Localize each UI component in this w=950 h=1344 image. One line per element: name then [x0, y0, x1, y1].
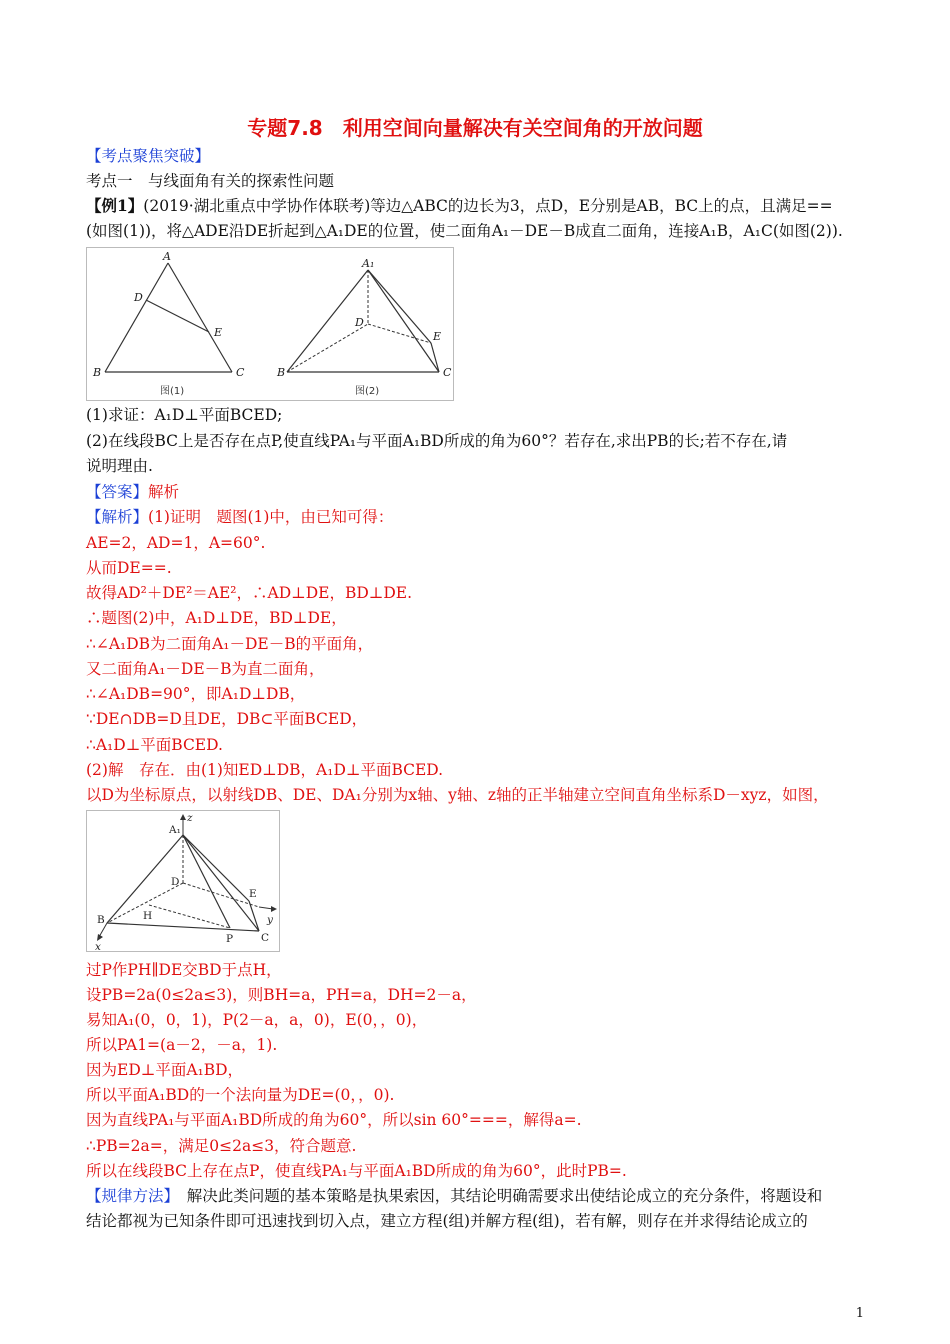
analysis-line: 以D为坐标原点，以射线DB、DE、DA₁分别为x轴、y轴、z轴的正半轴建立空间直角坐标系D－xyz，如图，	[86, 786, 829, 804]
fig1-caption: 图(1)	[160, 386, 185, 397]
question-2-line-2: 说明理由.	[86, 457, 153, 475]
analysis-head-line	[86, 507, 393, 527]
figure-2-svg	[87, 811, 279, 951]
fig3-label-a1: A₁	[169, 824, 181, 836]
edge-bc	[107, 923, 259, 931]
method-tag: 【规律方法】	[86, 1187, 172, 1205]
analysis-line: ∴∠A₁DB=90°，即A₁D⊥DB，	[86, 685, 306, 703]
page-title: 专题7.8 利用空间向量解决有关空间角的开放问题	[247, 116, 703, 140]
method-line-2: 结论都视为已知条件即可迅速找到切入点，建立方程(组)并解方程(组)，若有解，则存在并求得结论成立的	[86, 1212, 808, 1230]
edge-a1e	[368, 270, 431, 343]
fig2-label-d: D	[355, 316, 364, 329]
answer-text: 解析	[148, 483, 180, 501]
fig3-label-e: E	[249, 888, 257, 900]
analysis-line: ∴A₁D⊥平面BCED.	[86, 736, 223, 754]
method-text-1: 解决此类问题的基本策略是执果索因，其结论明确需要求出使结论成立的充分条件，将题设和	[171, 1187, 823, 1205]
edge-ec	[431, 343, 439, 372]
question-1: (1)求证：A₁D⊥平面BCED;	[86, 406, 283, 424]
fig1-label-d: D	[134, 291, 143, 304]
page-number: 1	[855, 1306, 864, 1321]
example-text-1: (2019·湖北重点中学协作体联考)等边△ABC的边长为3，点D，E分别是AB，BC上的点，且满足==	[143, 197, 833, 215]
figure-coordinate-pyramid	[86, 810, 280, 952]
edge-de-hidden	[368, 324, 431, 343]
fig1-label-b: B	[93, 366, 102, 379]
analysis-tag: 【解析】	[86, 508, 149, 526]
analysis-line: ∵DE∩DB=D且DE，DB⊂平面BCED，	[86, 710, 368, 728]
fig3-label-p: P	[226, 933, 234, 945]
analysis-line: ∴题图(2)中，A₁D⊥DE，BD⊥DE，	[86, 609, 347, 627]
analysis-line: 又二面角A₁－DE－B为直二面角，	[86, 660, 325, 678]
example-line-2: (如图(1))，将△ADE沿DE折起到△A₁DE的位置，使二面角A₁－DE－B成直二面角，连接A₁B，A₁C(如图(2)).	[86, 222, 843, 240]
answer-tag: 【答案】	[86, 483, 149, 501]
fig2-caption: 图(2)	[355, 386, 380, 397]
figure-1-svg	[87, 248, 453, 400]
fig3-label-z: z	[187, 812, 193, 824]
analysis-line: 从而DE==.	[86, 559, 172, 577]
fig2-label-e: E	[433, 330, 442, 343]
answer-line	[86, 482, 179, 502]
section-tag: 【考点聚焦突破】	[86, 147, 211, 165]
edge-ec	[249, 901, 259, 931]
solution-line: 过P作PH∥DE交BD于点H，	[86, 961, 282, 979]
question-2-line-1: (2)在线段BC上是否存在点P,使直线PA₁与平面A₁BD所成的角为60°？若存在,求出PB的长;若不存在,请	[86, 432, 788, 450]
fig1-label-e: E	[214, 326, 223, 339]
method-line-1	[86, 1186, 822, 1206]
analysis-line: (2)解 存在．由(1)知ED⊥DB，A₁D⊥平面BCED.	[86, 761, 444, 779]
edge-a1c	[368, 270, 442, 372]
edge-a1e	[183, 835, 249, 901]
fig3-label-x: x	[95, 941, 101, 951]
solution-line: 设PB=2a(0≤2a≤3)，则BH=a，PH=a，DH=2－a，	[86, 986, 477, 1004]
analysis-line: ∴∠A₁DB为二面角A₁－DE－B的平面角，	[86, 635, 374, 653]
solution-line: 易知A₁(0，0，1)，P(2－a，a，0)，E(0，，0)，	[86, 1011, 428, 1029]
solution-line: 所以平面A₁BD的一个法向量为DE=(0，，0).	[86, 1086, 395, 1104]
edge-hp-hidden	[149, 905, 230, 928]
edge-ab	[105, 263, 168, 372]
edge-ac	[168, 263, 232, 372]
solution-line: 所以在线段BC上存在点P，使直线PA₁与平面A₁BD所成的角为60°，此时PB=.	[86, 1162, 627, 1180]
figure-folding-triangle	[86, 247, 454, 401]
fig3-label-d: D	[171, 876, 180, 888]
edge-a1c	[183, 835, 259, 931]
fig1-label-c: C	[236, 366, 245, 379]
point-heading: 考点一 与线面角有关的探索性问题	[86, 172, 335, 190]
fig2-label-c: C	[443, 366, 452, 379]
fig3-label-y: y	[267, 914, 273, 926]
solution-line: 因为直线PA₁与平面A₁BD所成的角为60°，所以sin 60°===，解得a=.	[86, 1111, 582, 1129]
example-tag: 【例1】	[86, 196, 144, 215]
example-line-1	[86, 196, 833, 216]
fig2-label-a1: A₁	[362, 257, 375, 270]
edge-bd-hidden	[287, 324, 368, 372]
solution-line: 所以PA1=(a－2，－a，1).	[86, 1036, 278, 1054]
fig3-label-h: H	[143, 910, 153, 922]
analysis-head: (1)证明 题图(1)中，由已知可得：	[148, 508, 394, 526]
fig3-label-b: B	[97, 914, 105, 926]
solution-line: 因为ED⊥平面A₁BD，	[86, 1061, 244, 1079]
z-arrow	[180, 814, 186, 820]
edge-dy-hidden	[183, 883, 259, 907]
fig3-label-c: C	[261, 932, 270, 944]
solution-line: ∴PB=2a=，满足0≤2a≤3，符合题意.	[86, 1137, 357, 1155]
fig2-label-b: B	[277, 366, 286, 379]
analysis-line: 故得AD²＋DE²＝AE²，∴AD⊥DE，BD⊥DE.	[86, 584, 413, 602]
edge-a1p	[183, 835, 230, 928]
y-arrow	[271, 906, 277, 912]
analysis-line: AE=2，AD=1，A=60°.	[86, 534, 266, 552]
y-axis	[259, 907, 273, 909]
fig1-label-a: A	[163, 250, 171, 263]
